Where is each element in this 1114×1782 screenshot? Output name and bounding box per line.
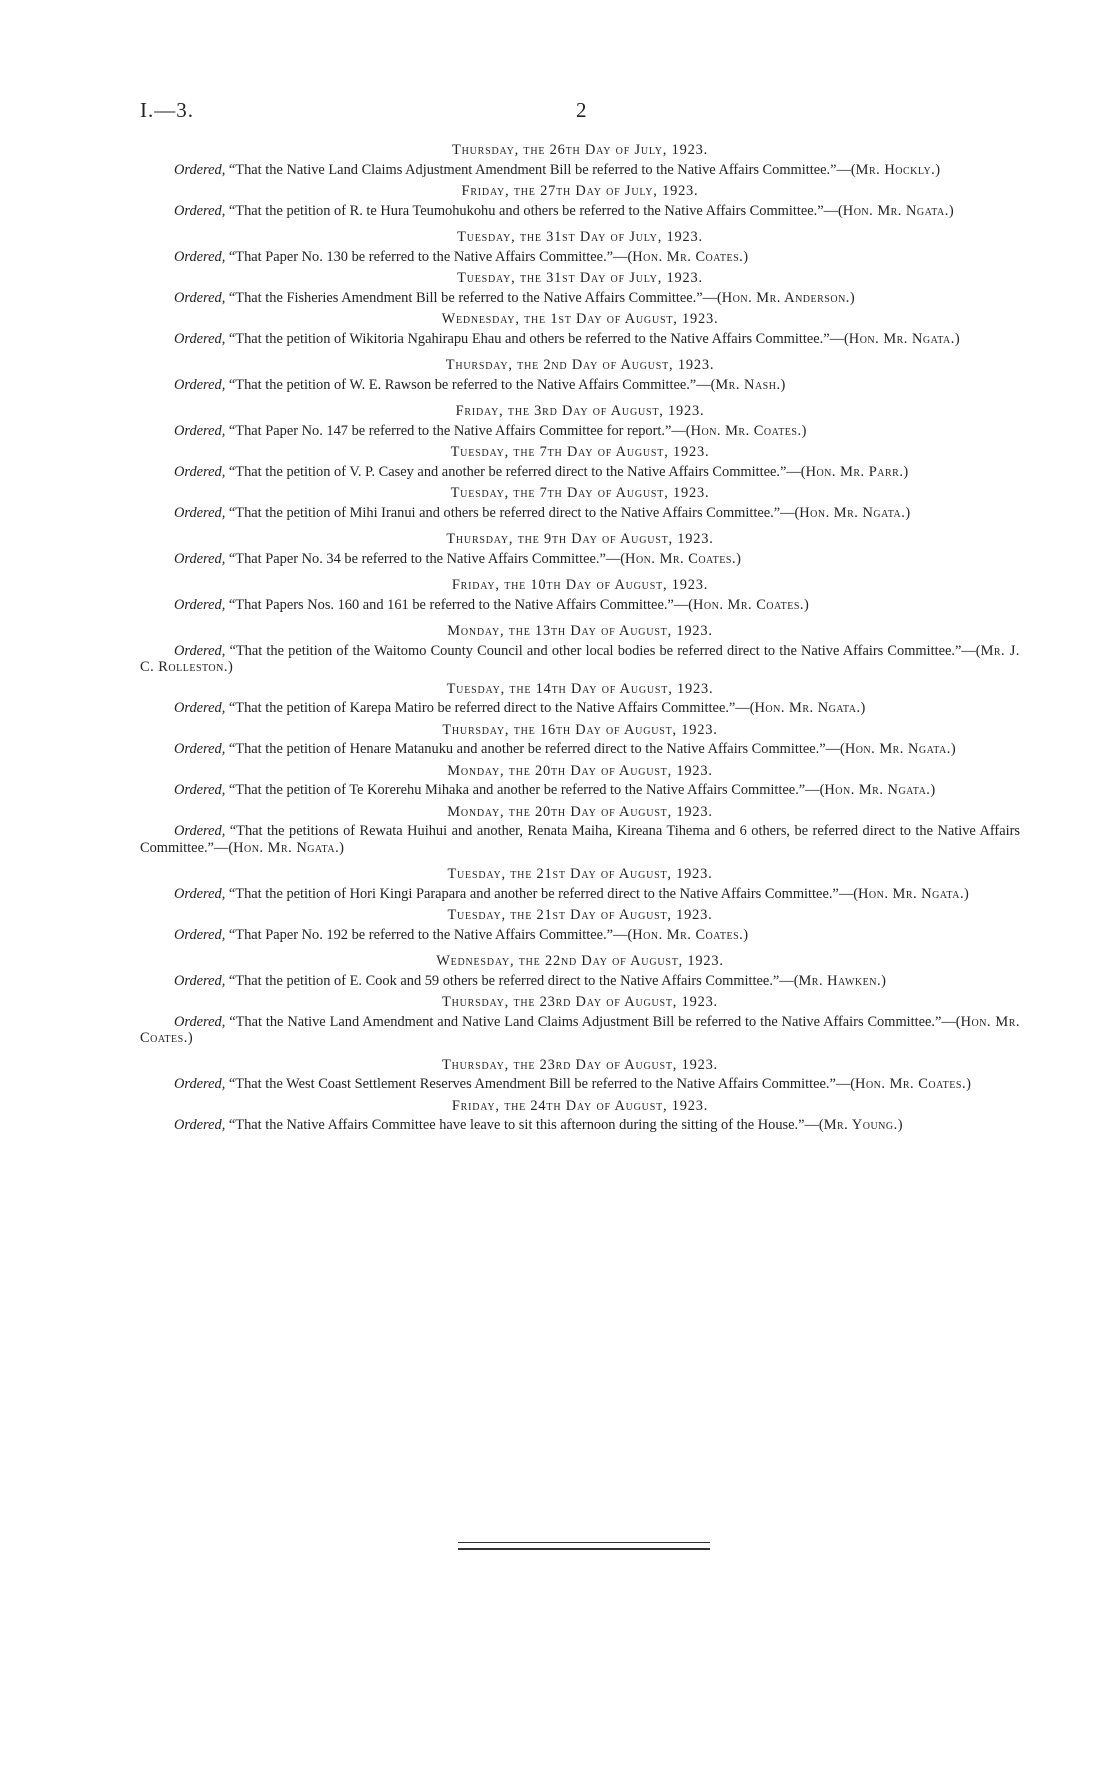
order-body: “That the Fisheries Amendment Bill be referred to the Native Affairs Committee.”—( xyxy=(228,289,722,306)
ordered-label: Ordered, xyxy=(174,504,226,521)
ordered-label: Ordered, xyxy=(174,1013,226,1030)
mover-name: Mr. Hockly. xyxy=(855,161,936,178)
date-heading: Tuesday, the 7th Day of August, 1923. xyxy=(450,444,710,460)
order-body: “That the petition of Te Korerehu Mihaka and another be referred to the Native Affairs Committee.”—( xyxy=(228,782,825,798)
order-entry xyxy=(140,311,1020,347)
date-heading: Tuesday, the 7th Day of August, 1923. xyxy=(450,485,710,501)
date-heading: Thursday, the 26th Day of July, 1923. xyxy=(452,142,708,158)
ordered-label: Ordered, xyxy=(174,289,226,306)
mover-name: Hon. Mr. Coates. xyxy=(625,550,737,567)
order-text xyxy=(140,1014,1020,1047)
mover-name: Hon. Mr. Ngata. xyxy=(799,504,906,521)
order-text xyxy=(140,423,1020,440)
closing-paren: ) xyxy=(948,202,954,219)
ordered-label: Ordered, xyxy=(174,463,226,480)
order-text xyxy=(140,290,1020,307)
closing-paren: ) xyxy=(804,596,809,613)
order-entry xyxy=(140,444,1020,480)
order-entry xyxy=(140,1098,1020,1134)
closing-paren: ) xyxy=(903,463,909,480)
closing-paren: ) xyxy=(227,659,233,675)
order-text xyxy=(140,741,1020,758)
mover-name: Hon. Mr. Ngata. xyxy=(842,202,949,219)
order-body: “That the petition of the Waitomo County Council and other local bodies be referred direct to the Native Affairs Committee.”—( xyxy=(229,642,981,659)
date-heading: Thursday, the 23rd Day of August, 1923. xyxy=(442,1056,718,1073)
ordered-label: Ordered, xyxy=(174,926,226,943)
order-body: “That the petition of Henare Matanuku and another be referred direct to the Native Affairs Committee.”—( xyxy=(228,741,845,757)
date-heading: Friday, the 10th Day of August, 1923. xyxy=(451,577,709,593)
order-body: “That the petition of E. Cook and 59 others be referred direct to the Native Affairs Committee.”—( xyxy=(228,972,799,989)
ordered-label: Ordered, xyxy=(174,823,226,839)
date-heading: Thursday, the 9th Day of August, 1923. xyxy=(446,531,714,547)
order-text xyxy=(140,886,1020,903)
mover-name: Hon. Mr. Parr. xyxy=(805,463,904,480)
closing-paren: ) xyxy=(743,926,749,943)
order-body: “That the petition of Karepa Matiro be referred direct to the Native Affairs Committee.”—( xyxy=(228,700,755,716)
ordered-label: Ordered, xyxy=(174,202,226,219)
order-entry xyxy=(140,142,1020,178)
order-entry xyxy=(140,485,1020,521)
order-body: “That the Native Land Claims Adjustment Amendment Bill be referred to the Native Affairs Committee.”—( xyxy=(228,161,856,178)
ordered-label: Ordered, xyxy=(174,972,226,989)
ordered-label: Ordered, xyxy=(174,700,226,716)
date-heading: Wednesday, the 22nd Day of August, 1923. xyxy=(436,953,724,969)
date-heading: Tuesday, the 21st Day of August, 1923. xyxy=(447,866,713,882)
order-entry xyxy=(140,681,1020,717)
mover-name: Hon. Mr. Anderson. xyxy=(721,289,850,306)
order-body: “That the petition of Wikitoria Ngahirapu Ehau and others be referred to the Native Affairs Committee.”—( xyxy=(228,330,849,347)
order-entry xyxy=(140,763,1020,799)
date-heading: Friday, the 24th Day of August, 1923. xyxy=(451,1097,709,1114)
order-body: “That the petitions of Rewata Huihui and another, Renata Maiha, Kireana Tihema and 6 others, be referred direct to the Native Affairs Committee.”—( xyxy=(140,823,1020,856)
ordered-label: Ordered, xyxy=(174,550,226,567)
closing-paren: ) xyxy=(964,885,969,902)
ordered-label: Ordered, xyxy=(174,596,226,613)
date-heading: Tuesday, the 21st Day of August, 1923. xyxy=(447,907,713,923)
ordered-label: Ordered, xyxy=(174,330,226,347)
order-entry xyxy=(140,1057,1020,1093)
date-heading: Monday, the 20th Day of August, 1923. xyxy=(447,803,713,820)
date-heading: Thursday, the 23rd Day of August, 1923. xyxy=(442,994,718,1010)
date-heading: Monday, the 13th Day of August, 1923. xyxy=(447,623,713,639)
order-entry xyxy=(140,804,1020,857)
closing-paren: ) xyxy=(954,330,960,347)
page-number: 2 xyxy=(576,98,587,122)
date-heading: Tuesday, the 31st Day of July, 1923. xyxy=(457,229,703,245)
mover-name: Hon. Mr. Coates. xyxy=(693,596,805,613)
order-entry xyxy=(140,229,1020,265)
date-heading: Tuesday, the 31st Day of July, 1923. xyxy=(457,270,703,286)
order-entry xyxy=(140,953,1020,989)
order-body: “That Paper No. 130 be referred to the Native Affairs Committee.”—( xyxy=(228,248,633,265)
order-text xyxy=(140,782,1020,799)
closing-paren: ) xyxy=(187,1030,193,1046)
mover-name: Hon. Mr. Ngata. xyxy=(848,330,955,347)
ordered-label: Ordered, xyxy=(174,741,226,757)
ordered-label: Ordered, xyxy=(174,161,226,178)
mover-name: Hon. Mr. Coates. xyxy=(140,1013,1020,1046)
closing-paren: ) xyxy=(930,782,936,798)
closing-paren: ) xyxy=(905,504,911,521)
mover-name: Hon. Mr. Ngata. xyxy=(824,782,931,798)
date-heading: Friday, the 3rd Day of August, 1923. xyxy=(455,403,705,419)
order-body: “That Paper No. 34 be referred to the Native Affairs Committee.”—( xyxy=(228,550,626,567)
orders-list xyxy=(140,142,1020,1139)
order-text xyxy=(140,331,1020,348)
mover-name: Hon. Mr. Coates. xyxy=(855,1076,967,1092)
closing-paren: ) xyxy=(780,376,786,393)
order-text xyxy=(140,643,1020,676)
order-text xyxy=(140,823,1020,856)
closing-paren: ) xyxy=(966,1076,971,1092)
mover-name: Mr. Nash. xyxy=(715,376,781,393)
closing-paren: ) xyxy=(897,1117,903,1133)
order-body: “That Paper No. 147 be referred to the Native Affairs Committee for report.”—( xyxy=(228,422,691,439)
order-text xyxy=(140,162,1020,179)
date-heading: Tuesday, the 14th Day of August, 1923. xyxy=(446,680,714,697)
order-text xyxy=(140,249,1020,266)
closing-paren: ) xyxy=(950,741,956,757)
closing-paren: ) xyxy=(935,161,941,178)
order-entry xyxy=(140,577,1020,613)
order-text xyxy=(140,377,1020,394)
ordered-label: Ordered, xyxy=(174,1076,226,1092)
order-text xyxy=(140,700,1020,717)
mover-name: Hon. Mr. Ngata. xyxy=(844,741,951,757)
date-heading: Thursday, the 16th Day of August, 1923. xyxy=(442,721,718,738)
ordered-label: Ordered, xyxy=(174,1117,226,1133)
order-text xyxy=(140,203,1020,220)
order-body: “That the Native Land Amendment and Native Land Claims Adjustment Bill be referred to the Native Affairs Committee.”—( xyxy=(229,1013,961,1030)
date-heading: Wednesday, the 1st Day of August, 1923. xyxy=(441,311,719,327)
order-text xyxy=(140,1076,1020,1093)
order-body: “That the Native Affairs Committee have leave to sit this afternoon during the sitting of the House.”—( xyxy=(228,1117,824,1133)
order-text xyxy=(140,1117,1020,1134)
order-body: “That the petition of V. P. Casey and another be referred direct to the Native Affairs Committee.”—( xyxy=(228,463,806,480)
order-entry xyxy=(140,357,1020,393)
ordered-label: Ordered, xyxy=(174,248,226,265)
order-entry xyxy=(140,531,1020,567)
order-entry xyxy=(140,183,1020,219)
order-entry xyxy=(140,623,1020,676)
closing-paren: ) xyxy=(743,248,749,265)
end-rule xyxy=(458,1542,710,1550)
order-body: “That Papers Nos. 160 and 161 be referred to the Native Affairs Committee.”—( xyxy=(228,596,693,613)
order-entry xyxy=(140,994,1020,1047)
document-reference: I.—3. xyxy=(140,98,194,122)
order-entry xyxy=(140,907,1020,943)
order-body: “That the West Coast Settlement Reserves Amendment Bill be referred to the Native Affairs Committee.”—( xyxy=(228,1076,856,1092)
order-text xyxy=(140,597,1020,614)
order-body: “That Paper No. 192 be referred to the Native Affairs Committee.”—( xyxy=(228,926,633,943)
ordered-label: Ordered, xyxy=(174,885,226,902)
closing-paren: ) xyxy=(736,550,741,567)
order-entry xyxy=(140,866,1020,902)
order-entry xyxy=(140,403,1020,439)
closing-paren: ) xyxy=(339,839,344,856)
order-body: “That the petition of Hori Kingi Parapara and another be referred direct to the Native Affairs Committee.”—( xyxy=(228,885,858,902)
mover-name: Hon. Mr. Ngata. xyxy=(858,885,965,902)
mover-name: Mr. J. C. Rolleston. xyxy=(140,642,1021,675)
order-body: “That the petition of W. E. Rawson be referred to the Native Affairs Committee.”—( xyxy=(228,376,716,393)
order-text xyxy=(140,505,1020,522)
order-text xyxy=(140,973,1020,990)
date-heading: Friday, the 27th Day of July, 1923. xyxy=(461,183,699,199)
mover-name: Hon. Mr. Coates. xyxy=(690,422,802,439)
ordered-label: Ordered, xyxy=(174,782,226,798)
closing-paren: ) xyxy=(849,289,855,306)
order-text xyxy=(140,551,1020,568)
order-entry xyxy=(140,722,1020,758)
mover-name: Mr. Young. xyxy=(823,1117,898,1133)
ordered-label: Ordered, xyxy=(174,422,226,439)
order-entry xyxy=(140,270,1020,306)
date-heading: Monday, the 20th Day of August, 1923. xyxy=(447,762,713,779)
mover-name: Hon. Mr. Coates. xyxy=(632,926,744,943)
date-heading: Thursday, the 2nd Day of August, 1923. xyxy=(445,357,715,373)
order-body: “That the petition of Mihi Iranui and others be referred direct to the Native Affairs Committee.”—( xyxy=(228,504,800,521)
closing-paren: ) xyxy=(801,422,807,439)
order-text xyxy=(140,464,1020,481)
order-body: “That the petition of R. te Hura Teumohukohu and others be referred to the Native Affairs Committee.”—( xyxy=(228,202,843,219)
order-text xyxy=(140,927,1020,944)
mover-name: Hon. Mr. Ngata. xyxy=(233,839,340,856)
ordered-label: Ordered, xyxy=(174,376,226,393)
closing-paren: ) xyxy=(860,700,866,716)
mover-name: Hon. Mr. Coates. xyxy=(632,248,744,265)
ordered-label: Ordered, xyxy=(174,642,226,659)
closing-paren: ) xyxy=(881,972,886,989)
mover-name: Mr. Hawken. xyxy=(798,972,882,989)
mover-name: Hon. Mr. Ngata. xyxy=(754,700,861,716)
